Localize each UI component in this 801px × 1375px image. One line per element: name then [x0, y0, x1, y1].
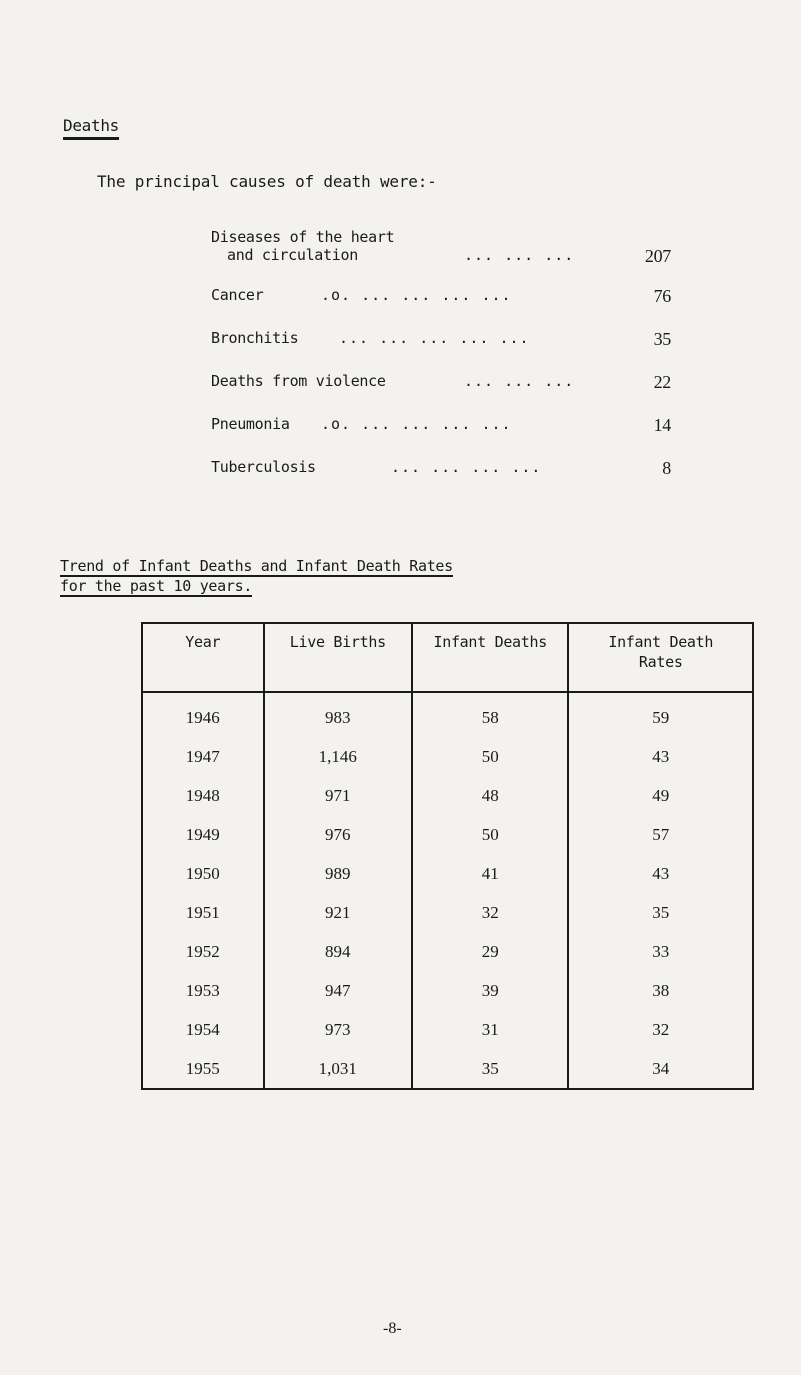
cell-infant-deaths: 35: [412, 1049, 568, 1089]
leader-dots: .o. ... ... ... ...: [321, 415, 512, 433]
table-row: [142, 776, 753, 815]
infant-deaths-table: [141, 622, 754, 1090]
cell-live-births: 973: [264, 1010, 412, 1049]
cause-name: Deaths from violence: [211, 372, 386, 390]
table-row: [142, 1049, 753, 1089]
cell-year: 1947: [142, 737, 264, 776]
table-header-row: [142, 623, 753, 692]
cell-year: 1955: [142, 1049, 264, 1089]
table-row: [142, 815, 753, 854]
page-number: -8-: [383, 1320, 402, 1337]
cell-year: 1949: [142, 815, 264, 854]
trend-title-line1: Trend of Infant Deaths and Infant Death Rates: [60, 557, 453, 575]
table-row: [142, 971, 753, 1010]
header-year: Year: [142, 623, 264, 692]
cell-year: 1954: [142, 1010, 264, 1049]
trend-title: [60, 557, 453, 597]
cell-year: 1953: [142, 971, 264, 1010]
cell-infant-deaths: 29: [412, 932, 568, 971]
trend-title-line2: for the past 10 years.: [60, 577, 253, 595]
cell-live-births: 1,031: [264, 1049, 412, 1089]
leader-dots: ... ... ...: [464, 372, 575, 390]
cell-infant-deaths: 39: [412, 971, 568, 1010]
cause-value: 14: [653, 415, 671, 435]
cell-year: 1951: [142, 893, 264, 932]
cell-death-rate: 34: [568, 1049, 753, 1089]
cell-infant-deaths: 31: [412, 1010, 568, 1049]
section-heading: Deaths: [63, 116, 119, 140]
table-row: [142, 1010, 753, 1049]
cause-name-line1: Diseases of the heart: [211, 228, 395, 246]
cell-death-rate: 35: [568, 893, 753, 932]
table-row: [142, 893, 753, 932]
cause-value: 22: [653, 372, 671, 392]
cause-value: 8: [662, 458, 671, 478]
table-row: [142, 737, 753, 776]
cause-name-line2: and circulation: [227, 246, 358, 264]
cell-year: 1950: [142, 854, 264, 893]
cell-infant-deaths: 48: [412, 776, 568, 815]
cell-death-rate: 38: [568, 971, 753, 1010]
cell-infant-deaths: 41: [412, 854, 568, 893]
cell-death-rate: 33: [568, 932, 753, 971]
leader-dots: ... ... ...: [464, 246, 575, 264]
header-live-births: Live Births: [264, 623, 412, 692]
cause-value: 76: [653, 286, 671, 306]
cell-death-rate: 49: [568, 776, 753, 815]
cause-value: 35: [653, 329, 671, 349]
table-row: [142, 932, 753, 971]
cell-live-births: 983: [264, 692, 412, 737]
cause-row: [211, 228, 671, 286]
cause-name: Tuberculosis: [211, 458, 316, 476]
cause-row: [211, 458, 671, 501]
cause-row: [211, 372, 671, 415]
table-row: [142, 692, 753, 737]
intro-text: The principal causes of death were:-: [97, 172, 437, 191]
cause-name: Pneumonia: [211, 415, 290, 433]
cell-year: 1946: [142, 692, 264, 737]
cell-death-rate: 32: [568, 1010, 753, 1049]
causes-list: [211, 228, 671, 501]
table-row: [142, 854, 753, 893]
cell-death-rate: 43: [568, 737, 753, 776]
cell-live-births: 894: [264, 932, 412, 971]
cause-name: [211, 228, 394, 264]
cell-infant-deaths: 50: [412, 737, 568, 776]
cause-row: [211, 415, 671, 458]
cause-name: Cancer: [211, 286, 264, 304]
cause-name: Bronchitis: [211, 329, 299, 347]
leader-dots: ... ... ... ...: [391, 458, 542, 476]
leader-dots: ... ... ... ... ...: [339, 329, 530, 347]
cell-year: 1948: [142, 776, 264, 815]
leader-dots: .o. ... ... ... ...: [321, 286, 512, 304]
cell-live-births: 976: [264, 815, 412, 854]
cell-live-births: 989: [264, 854, 412, 893]
header-infant-deaths: Infant Deaths: [412, 623, 568, 692]
cell-live-births: 921: [264, 893, 412, 932]
cause-value: 207: [644, 246, 671, 266]
cause-row: [211, 286, 671, 329]
cell-infant-deaths: 58: [412, 692, 568, 737]
cell-infant-deaths: 32: [412, 893, 568, 932]
cell-death-rate: 43: [568, 854, 753, 893]
cell-live-births: 947: [264, 971, 412, 1010]
cell-live-births: 1,146: [264, 737, 412, 776]
cell-death-rate: 59: [568, 692, 753, 737]
cell-year: 1952: [142, 932, 264, 971]
cell-infant-deaths: 50: [412, 815, 568, 854]
header-infant-death-rates: Infant Death Rates: [568, 623, 753, 692]
cause-row: [211, 329, 671, 372]
cell-live-births: 971: [264, 776, 412, 815]
cell-death-rate: 57: [568, 815, 753, 854]
